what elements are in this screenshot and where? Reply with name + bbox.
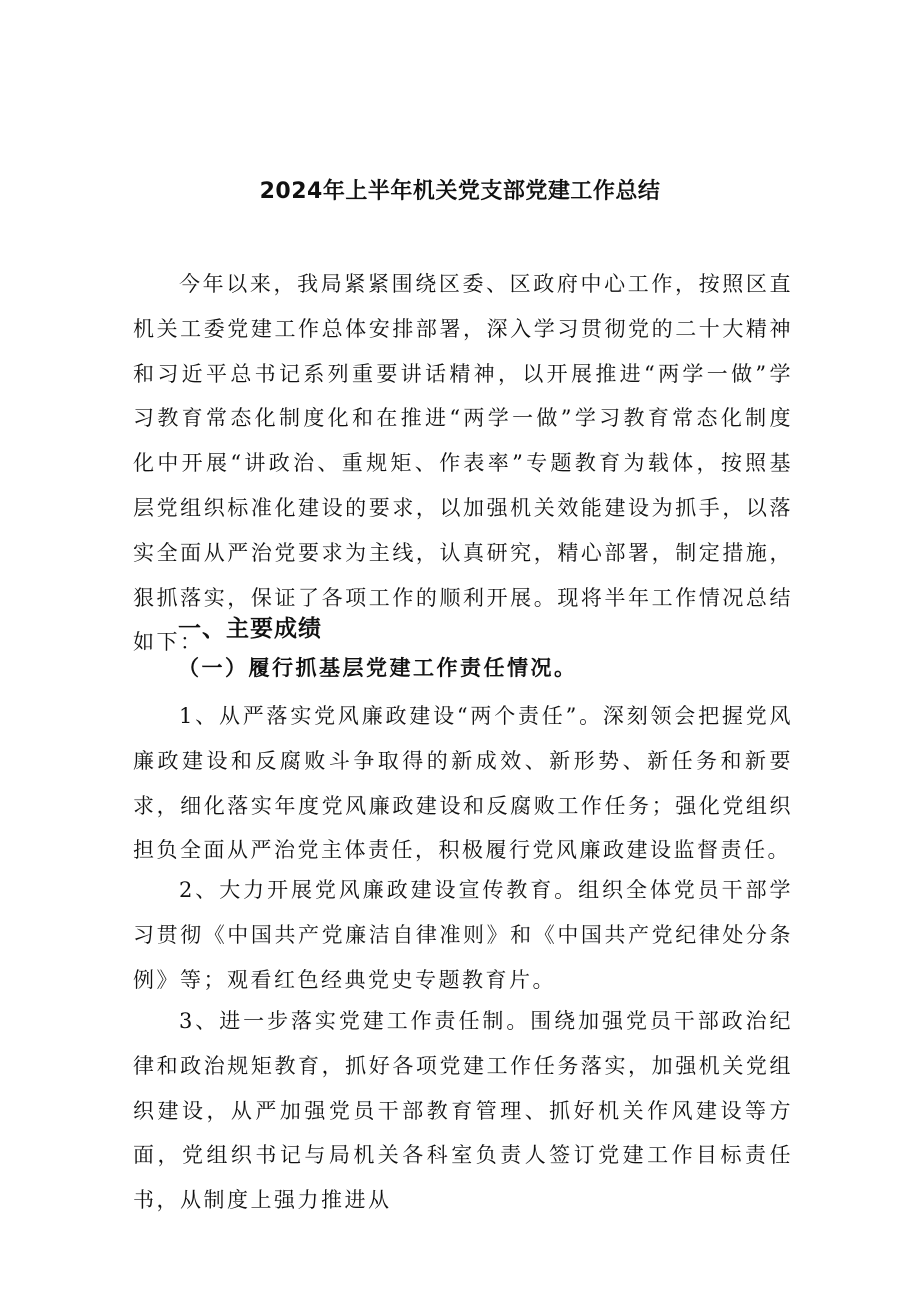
- subsection-heading: （一）履行抓基层党建工作责任情况。: [178, 655, 578, 680]
- body-paragraph-3: 3、进一步落实党建工作责任制。围绕加强党员干部政治纪律和政治规矩教育，抓好各项党建工作任务落实，加强机关党组织建设，从严加强党员干部教育管理、抓好机关作风建设等方面，党组织书记与局机关各科室负责人签订党建工作目标责任书，从制度上强力推进从: [133, 1009, 793, 1213]
- body-paragraph-1: 1、从严落实党风廉政建设“两个责任”。深刻领会把握党风廉政建设和反腐败斗争取得的新成效、新形势、新任务和新要求，细化落实年度党风廉政建设和反腐败工作任务；强化党组织担负全面从严治党主体责任，积极履行党风廉政建设监督责任。: [133, 704, 793, 863]
- document-title: 2024年上半年机关党支部党建工作总结: [259, 179, 661, 204]
- body-paragraph-2: 2、大力开展党风廉政建设宣传教育。组织全体党员干部学习贯彻《中国共产党廉洁自律准则》和《中国共产党纪律处分条例》等；观看红色经典党史专题教育片。: [133, 878, 793, 992]
- section-heading: 一、主要成绩: [178, 616, 322, 642]
- intro-paragraph: 今年以来，我局紧紧围绕区委、区政府中心工作，按照区直机关工委党建工作总体安排部署，深入学习贯彻党的二十大精神和习近平总书记系列重要讲话精神，以开展推进“两学一做”学习教育常态化制度化和在推进“两学一做”学习教育常态化制度化中开展“讲政治、重规矩、作表率”专题教育为载体，按照基层党组织标准化建设的要求，以加强机关效能建设为抓手，以落实全面从严治党要求为主线，认真研究，精心部署，制定措施，狠抓落实，保证了各项工作的顺利开展。现将半年工作情况总结如下：: [133, 272, 793, 655]
